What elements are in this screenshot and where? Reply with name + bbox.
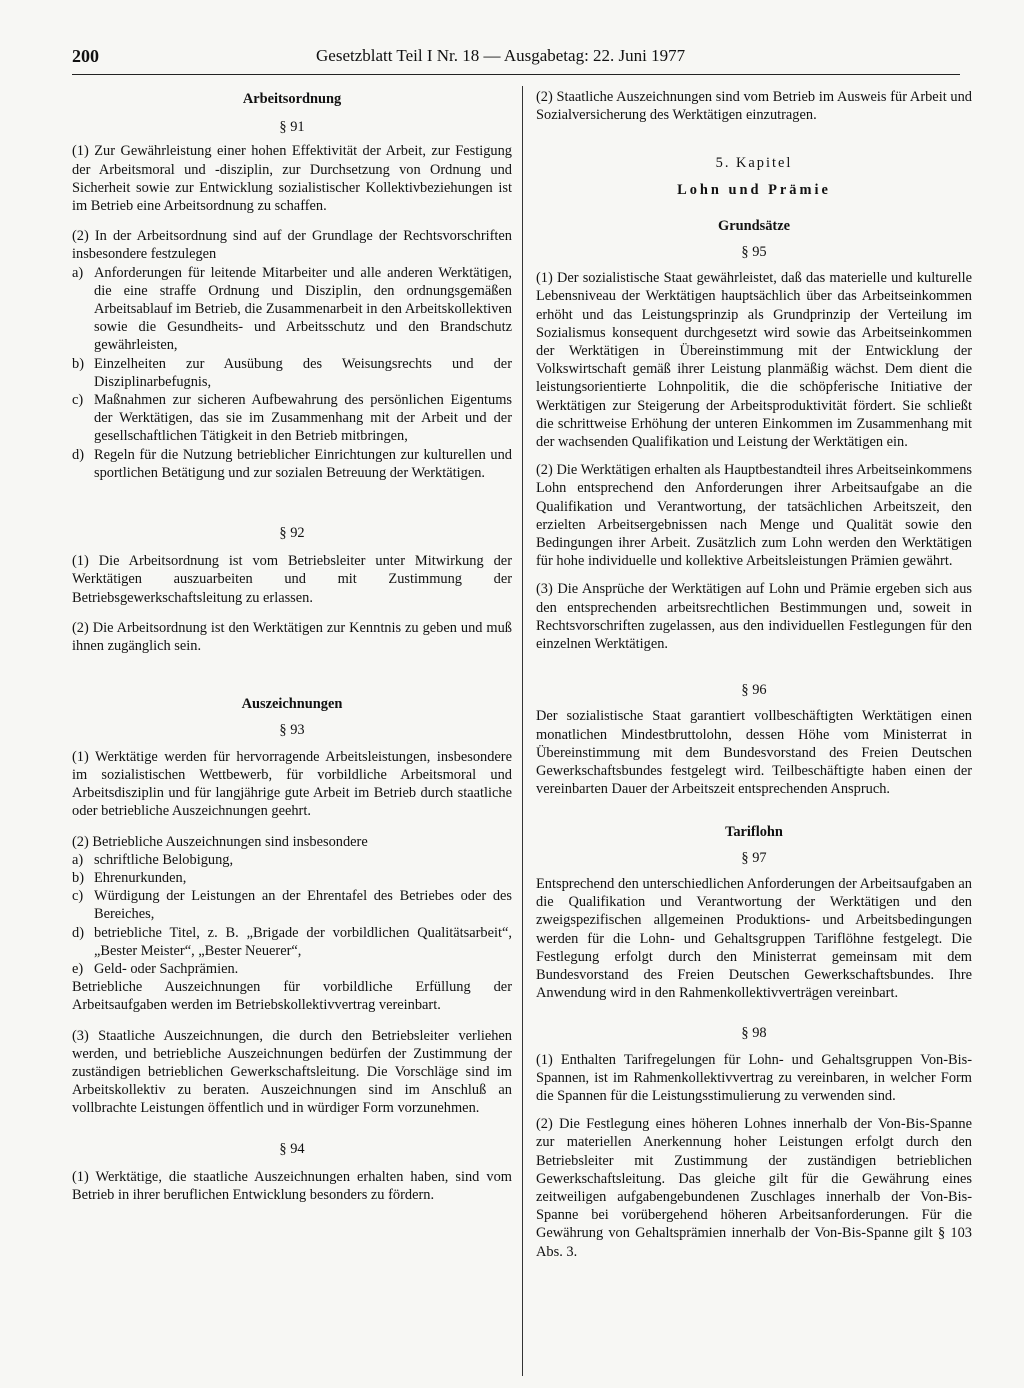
paragraph-93-1: (1) Werktätige werden für hervorragende Arbeitsleistungen, insbesondere im sozialistischen Wettbewerb, für vorbildliche Arbeitsmoral und Arbeitsdisziplin und für langjährige gute Arbeit im Betrieb durch staatliche oder betriebliche Auszeichnungen geehrt. [72,748,512,820]
section-heading-grundsaetze: Grundsätze [718,217,790,234]
running-title: Gesetzblatt Teil I Nr. 18 — Ausgabetag: 22. Juni 1977 [316,46,686,65]
paragraph-96-title: § 96 [741,682,767,699]
list-item-text: schriftliche Belobigung, [94,851,234,868]
list-item-label: a) [72,264,84,281]
paragraph-97-text: Entsprechend den unterschiedlichen Anforderungen der Arbeitsaufgaben an die Qualifikation und Verantwortung der Werktätigen und den zweigspezifischen allgemeinen Produktions- und Arbeitsbedingungen werden für die Lohn- und Gehaltsgruppen Tariflöhne festgelegt. Die Festlegung erfolgt durch den Ministerrat gemeinsam mit dem Bundesvorstand des Freien Deutschen Gewerkschaftsbundes. Ihre Anwendung wird in den Rahmenkollektivverträgen vereinbart. [536,875,972,1002]
paragraph-92-1: (1) Die Arbeitsordnung ist vom Betriebsleiter unter Mitwirkung der Werktätigen auszuarbeiten und mit Zustimmung der Betriebsgewerkschaftsleitung zu erlassen. [72,553,512,606]
paragraph-96-text: Der sozialistische Staat garantiert vollbeschäftigten Werktätigen einen monatlichen Mindestbruttolohn, dessen Höhe vom Ministerrat in Übereinstimmung mit dem Bundesvorstand des Freien Deutschen Gewerkschaftsbundes festgelegt wird. Teilbeschäftigte haben einen der vereinbarten Dauer der Arbeitszeit entsprechenden Anspruch. [536,708,972,798]
paragraph-94-title: § 94 [279,1140,305,1157]
list-item [72,960,512,978]
paragraph-93-list [72,851,512,978]
paragraph-98-1: (1) Enthalten Tarifregelungen für Lohn- und Gehaltsgruppen Von-Bis-Spannen, ist im Rahmenkollektivvertrag zu vereinbaren, in welcher Form die Spannen für die Leistungsstimulierung zu verwenden sind. [536,1051,972,1104]
page-number: 200 [72,46,99,66]
list-item-text: Würdigung der Leistungen an der Ehrentafel des Betriebes oder des Bereiches, [94,888,512,923]
list-item-text: betriebliche Titel, z. B. „Brigade der vorbildlichen Qualitätsarbeit“, „Bester Meister“, „Bester Neuerer“, [94,924,512,959]
paragraph-91-2: (2) In der Arbeitsordnung sind auf der Grundlage der Rechtsvorschriften insbesondere festzulegen [72,228,512,263]
list-item [72,924,512,960]
chapter-number: 5. Kapitel [715,155,793,172]
paragraph-98-2: (2) Die Festlegung eines höheren Lohnes innerhalb der Von-Bis-Spanne zur materiellen Anerkennung hoher Leistungen erfolgt durch den Betriebsleiter mit Zustimmung der zuständigen betrieblichen Gewerkschaftsleitung. Das gleiche gilt für die Gewährung eines zeitweiligen aufgabengebundenen Zuschlages innerhalb der Von-Bis-Spanne bei vorübergehend höheren Arbeitsanforderungen. Für die Gewährung von Gehaltsprämien innerhalb der Von-Bis-Spanne gilt § 103 Abs. 3. [536,1116,972,1260]
list-item-text: Geld- oder Sachprämien. [94,960,239,977]
page-header [72,46,960,72]
paragraph-97-title: § 97 [741,849,767,866]
list-item [72,355,512,391]
list-item-label: b) [72,355,84,372]
list-item-text: Regeln für die Nutzung betrieblicher Einrichtungen zur kulturellen und sportlichen Betätigung und zur sozialen Betreuung der Werktätigen. [94,446,512,481]
paragraph-93-2-continued: Betriebliche Auszeichnungen für vorbildliche Erfüllung der Arbeitsaufgaben werden im Betriebskollektivvertrag vereinbart. [72,979,512,1014]
header-rule [72,74,960,75]
paragraph-93-title: § 93 [279,722,305,739]
list-item [72,851,512,869]
list-item-text: Anforderungen für leitende Mitarbeiter und alle anderen Werktätigen, die eine straffe Ordnung und Disziplin, den ordnungsgemäßen Arbeitsablauf im Betrieb, die Zusammenarbeit in den Arbeitskollektiven sowie die Gesundheits- und Arbeitsschutz und den Brandschutz gewährleisten, [94,264,512,354]
list-item-text: Maßnahmen zur sicheren Aufbewahrung des persönlichen Eigentums der Werktätigen, das sie im Zusammenhang mit der Arbeit und der gesellschaftlichen Tätigkeit in den Betrieb mitbringen, [94,392,512,445]
list-item [72,869,512,887]
list-item [72,391,512,446]
paragraph-95-1: (1) Der sozialistische Staat gewährleistet, daß das materielle und kulturelle Lebensniveau der Werktätigen hauptsächlich über das Arbeitseinkommen erhöht und das Leistungsprinzip als Grundprinzip der Verteilung im Sozialismus konsequent durchgesetzt wird sowie das Arbeitseinkommen der Werktätigen in Übereinstimmung mit der Entwicklung der Volkswirtschaft gemäß ihrer Leistung planmäßig wächst. Dem dient die leistungsorientierte Lohnpolitik, die die schöpferische Initiative der Werktätigen zur Steigerung der Arbeitsproduktivität fördert. Sie schließt die schrittweise Erhöhung der unteren Einkommen im Zusammenhang mit der wachsenden Qualifikation und Leistung der Werktätigen ein. [536,270,972,451]
list-item [72,446,512,482]
paragraph-95-title: § 95 [741,244,767,261]
list-item-label: d) [72,446,84,463]
list-item [72,887,512,923]
list-item-label: c) [72,888,84,905]
list-item-text: Ehrenurkunden, [94,869,187,886]
section-heading-arbeitsordnung: Arbeitsordnung [242,91,342,107]
paragraph-95-3: (3) Die Ansprüche der Werktätigen auf Lohn und Prämie ergeben sich aus den entsprechenden arbeitsrechtlichen Bestimmungen und, soweit in Rechtsvorschriften zugelassen, aus den individuellen Festlegungen für den einzelnen Werktätigen. [536,581,972,653]
list-item-label: e) [72,960,84,977]
paragraph-91-1: (1) Zur Gewährleistung einer hohen Effektivität der Arbeit, zur Festigung der Arbeitsmoral und -disziplin, zur Durchsetzung von Ordnung und Sicherheit sowie zur Entwicklung sozialistischer Kollektivbeziehungen ist im Betrieb eine Arbeitsordnung zu schaffen. [72,143,512,215]
paragraph-93-2: (2) Betriebliche Auszeichnungen sind insbesondere [72,833,368,850]
paragraph-92-2: (2) Die Arbeitsordnung ist den Werktätigen zur Kenntnis zu geben und muß ihnen zugänglich sein. [72,619,512,655]
paragraph-91-title: § 91 [279,119,305,136]
list-item-label: c) [72,392,84,409]
paragraph-94-2: (2) Staatliche Auszeichnungen sind vom Betrieb im Ausweis für Arbeit und Sozialversicherung des Werktätigen einzutragen. [536,89,972,124]
paragraph-98-title: § 98 [741,1025,767,1042]
paragraph-92-title: § 92 [279,525,305,542]
list-item-label: b) [72,869,84,886]
section-heading-auszeichnungen: Auszeichnungen [241,696,343,713]
left-column [72,88,512,1204]
list-item-text: Einzelheiten zur Ausübung des Weisungsrechts und der Disziplinarbefugnis, [94,355,512,390]
list-item [72,264,512,355]
column-divider [522,86,523,1376]
paragraph-95-2: (2) Die Werktätigen erhalten als Hauptbestandteil ihres Arbeitseinkommens Lohn entsprechend den Anforderungen ihrer Arbeitsaufgabe an die Qualifikation und Verantwortung, der tatsächlichen Arbeitszeit, den erzielten Arbeitsergebnissen nach Menge und Qualität sowie den Bedingungen ihrer Arbeit. Zusätzlich zum Lohn werden den Werktätigen für hohe individuelle und kollektive Arbeitsleistungen Prämien gewährt. [536,462,972,570]
right-column [536,88,972,1261]
paragraph-91-list [72,264,512,482]
list-item-label: d) [72,924,84,941]
chapter-title: Lohn und Prämie [677,181,831,198]
section-heading-tariflohn: Tariflohn [725,823,783,840]
paragraph-94-1: (1) Werktätige, die staatliche Auszeichnungen erhalten haben, sind vom Betrieb in ihrer beruflichen Entwicklung besonders zu fördern. [72,1168,512,1203]
list-item-label: a) [72,851,84,868]
paragraph-93-3: (3) Staatliche Auszeichnungen, die durch den Betriebsleiter verliehen werden, und betriebliche Auszeichnungen bedürfen der Zustimmung der zuständigen betrieblichen Gewerkschaftsleitung. Die Vorschläge sind im Arbeitskollektiv zu beraten. Auszeichnungen sind im Anschluß an vollbrachte Leistungen öffentlich und in würdiger Form vorzunehmen. [72,1027,512,1117]
